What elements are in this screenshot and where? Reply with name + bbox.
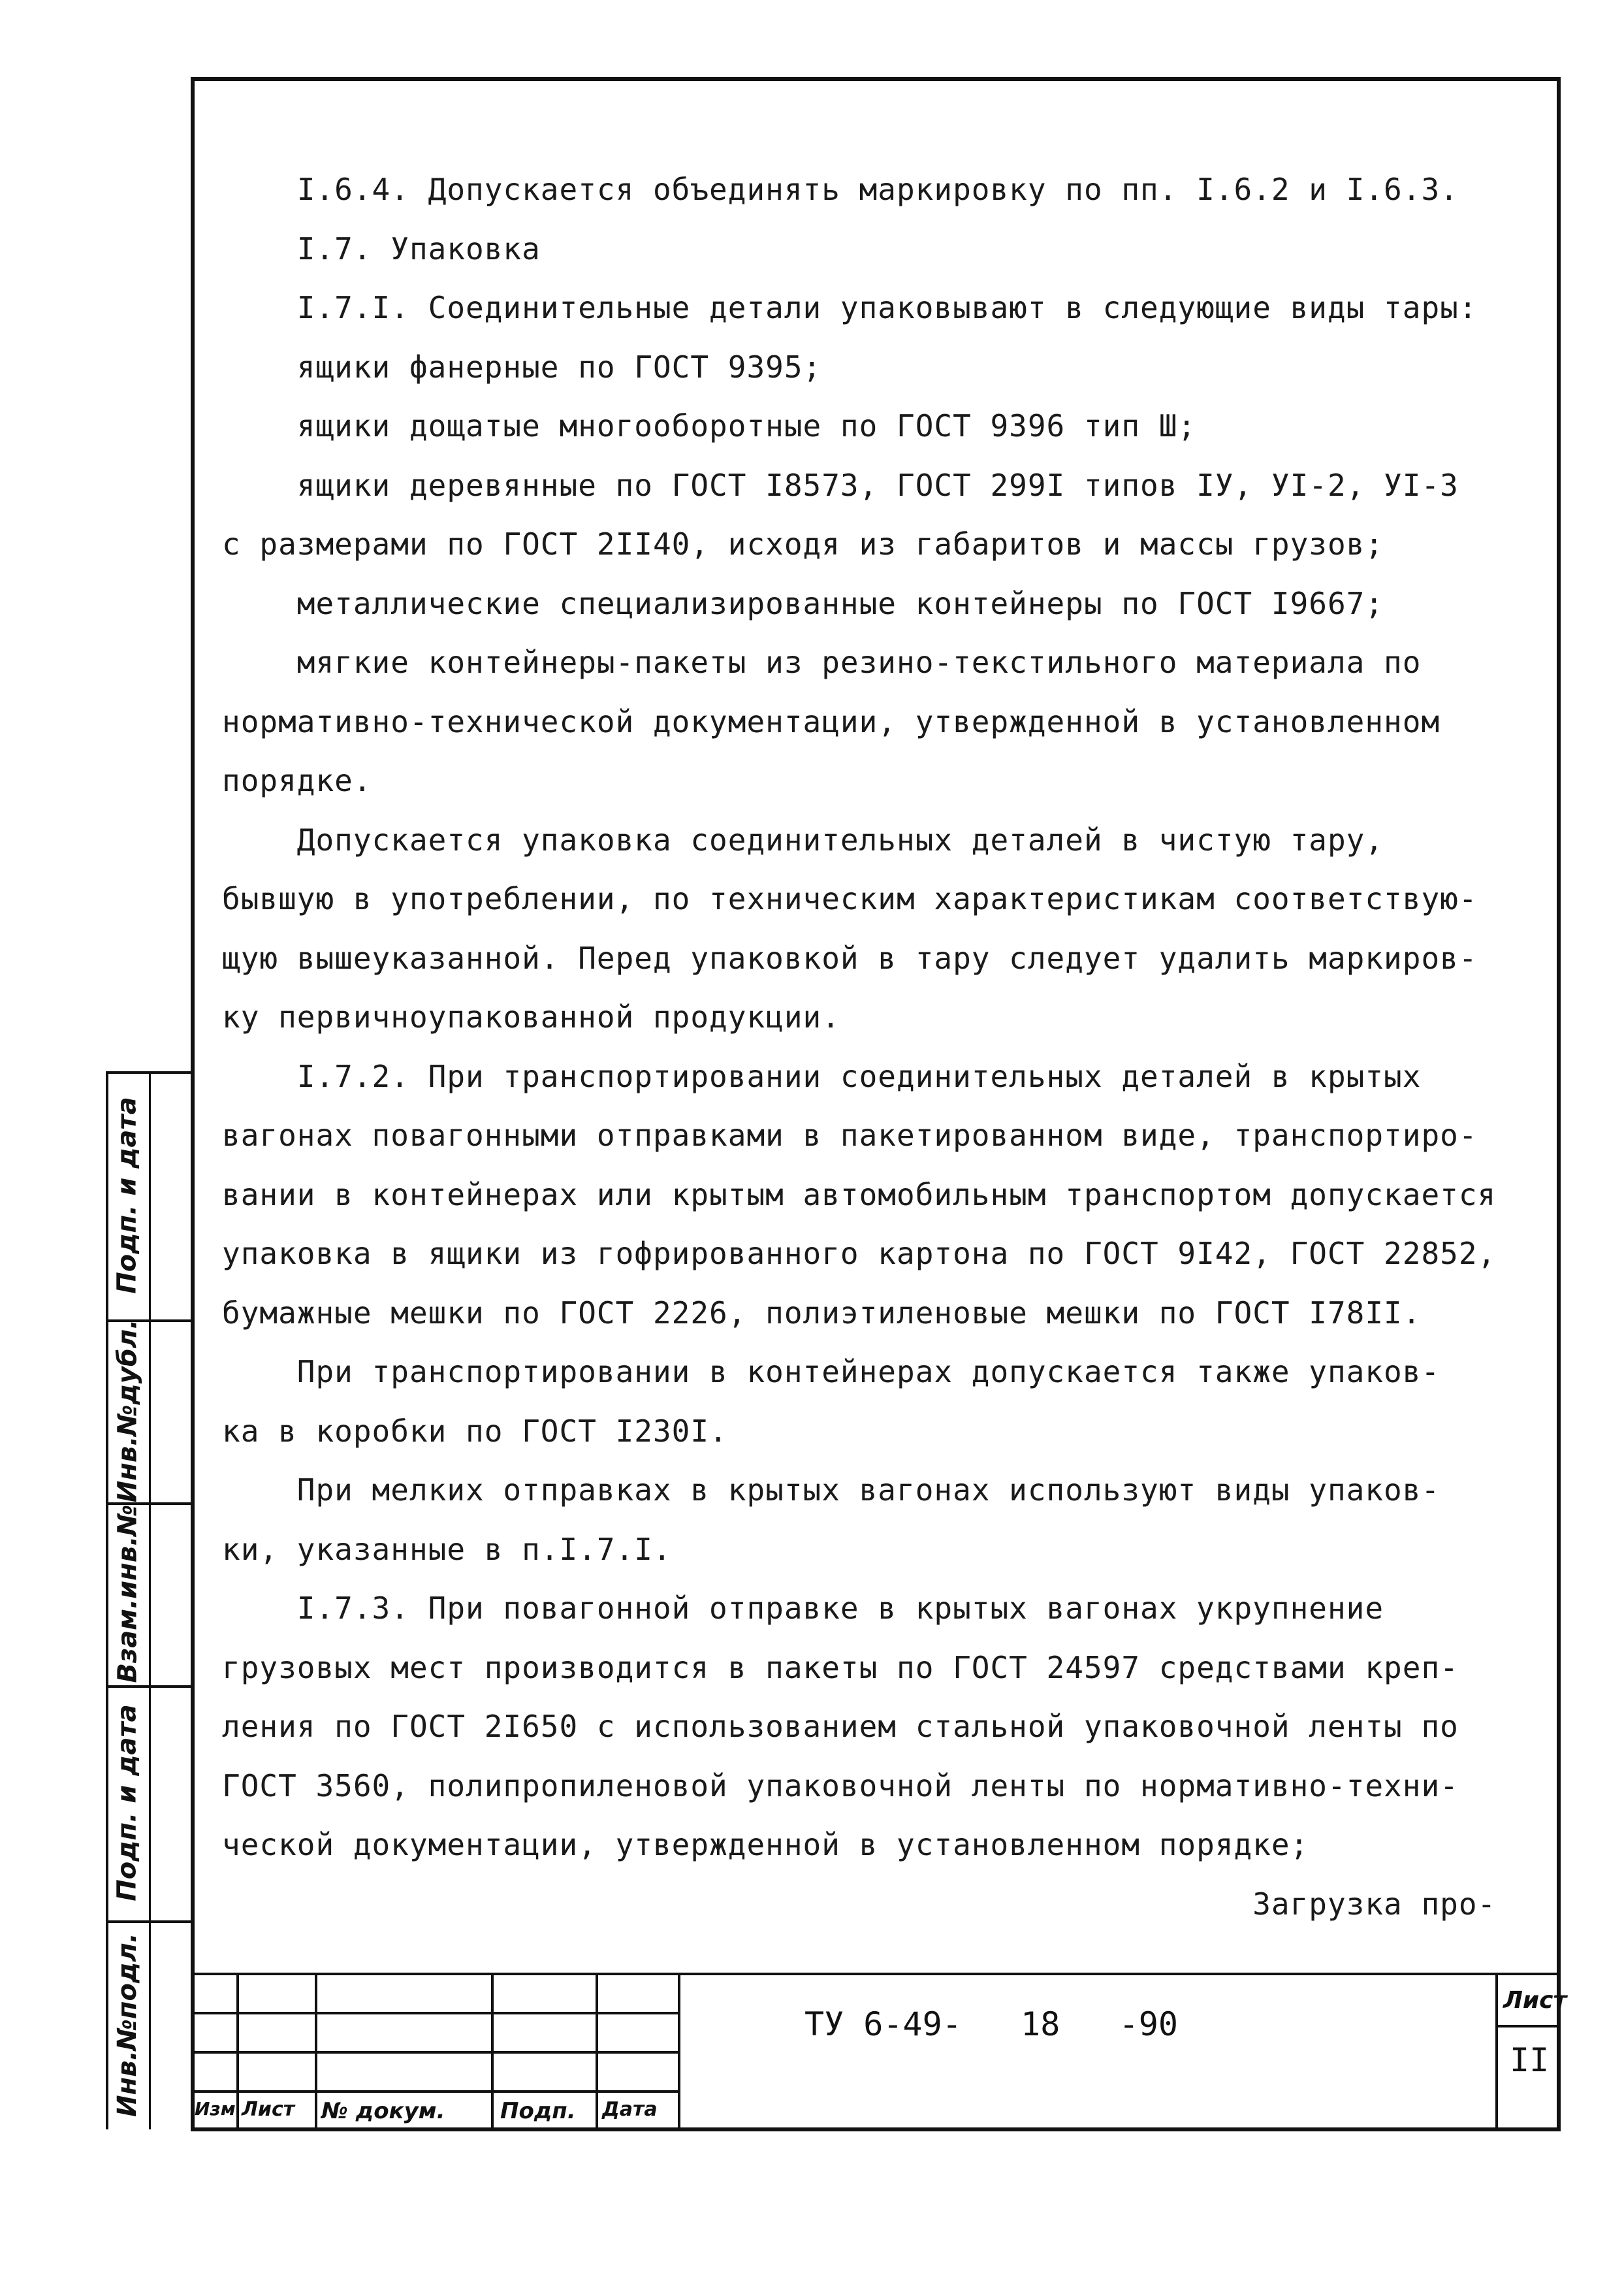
col-label-izm: Изм <box>195 2098 236 2120</box>
text-line: ГОСТ 3560, полипропиленовой упаковочной ленты по нормативно-техни- <box>222 1768 1459 1803</box>
text-line: I.7.3. При повагонной отправке в крытых вагонах укрупнение <box>222 1591 1384 1626</box>
text-line: I.7. Упаковка <box>222 231 541 267</box>
text-line: бумажные мешки по ГОСТ 2226, полиэтиленовые мешки по ГОСТ I78II. <box>222 1295 1422 1331</box>
text-line: ящики деревянные по ГОСТ I8573, ГОСТ 299I типов IУ, УI-2, УI-3 <box>222 467 1459 503</box>
sheet-label: Лист <box>1503 1987 1567 2014</box>
text-line: I.7.2. При транспортировании соединительных деталей в крытых <box>222 1058 1422 1094</box>
sheet-number: II <box>1510 2041 1550 2079</box>
side-stamp-strip <box>106 1071 195 2129</box>
title-block-col-line <box>491 1973 494 2131</box>
text-line: Допускается упаковка соединительных деталей в чистую тару, <box>222 822 1384 858</box>
strip-label-inv-dubl: Инв.№дубл. <box>112 1319 143 1503</box>
title-block-col-line <box>596 1973 598 2131</box>
text-line: упаковка в ящики из гофрированного картона по ГОСТ 9I42, ГОСТ 22852, <box>222 1236 1497 1271</box>
title-block <box>191 1973 1567 2131</box>
text-line: ку первичноупакованной продукции. <box>222 999 840 1035</box>
text-line: вагонах повагонными отправками в пакетированном виде, транспортиро- <box>222 1118 1478 1153</box>
strip-label-podp-data-2: Подп. и дата <box>112 1097 143 1294</box>
text-line: металлические специализированные контейнеры по ГОСТ I9667; <box>222 585 1384 621</box>
col-label-podp: Подп. <box>500 2098 576 2124</box>
strip-divider <box>149 1071 151 2129</box>
document-designation: ТУ 6-49- 18 -90 <box>804 2005 1178 2043</box>
text-line: ления по ГОСТ 2I650 с использованием стальной упаковочной ленты по <box>222 1709 1459 1744</box>
text-line: ки, указанные в п.I.7.I. <box>222 1531 672 1567</box>
text-line: ящики дощатые многооборотные по ГОСТ 9396 тип Ш; <box>222 408 1197 444</box>
text-line: ящики фанерные по ГОСТ 9395; <box>222 349 822 385</box>
text-line: грузовых мест производится в пакеты по ГОСТ 24597 средствами креп- <box>222 1649 1459 1685</box>
title-block-col-line <box>1495 1973 1498 2131</box>
text-line: При мелких отправках в крытых вагонах используют виды упаков- <box>222 1472 1441 1508</box>
text-line: ческой документации, утвержденной в установленном порядке; <box>222 1827 1309 1862</box>
strip-label-podp-data-1: Подп. и дата <box>112 1704 143 1901</box>
text-line: с размерами по ГОСТ 2II40, исходя из габаритов и массы грузов; <box>222 526 1384 562</box>
text-line: нормативно-технической документации, утвержденной в установленном <box>222 703 1441 739</box>
text-line: I.6.4. Допускается объединять маркировку по пп. I.6.2 и I.6.3. <box>222 172 1459 207</box>
title-block-col-line <box>315 1973 317 2131</box>
col-label-data: Дата <box>602 2098 658 2121</box>
title-block-top-line <box>191 1973 1561 1975</box>
title-block-row-line <box>191 2090 680 2093</box>
text-line: мягкие контейнеры-пакеты из резино-текстильного материала по <box>222 645 1422 680</box>
text-line: бывшую в употреблении, по техническим характеристикам соответствую- <box>222 881 1478 916</box>
strip-label-vzam-inv: Взам.инв.№ <box>112 1504 143 1683</box>
strip-label-inv-podl: Инв.№подл. <box>112 1933 143 2117</box>
text-line: щую вышеуказанной. Перед упаковкой в тару следует удалить маркиров- <box>222 940 1478 976</box>
title-block-sheet-line <box>1497 2025 1561 2027</box>
text-line: Загрузка про- <box>222 1886 1497 1922</box>
text-line: I.7.I. Соединительные детали упаковывают в следующие виды тары: <box>222 290 1478 325</box>
title-block-col-line <box>678 1973 680 2131</box>
col-label-doc: № докум. <box>321 2098 445 2124</box>
text-line: ка в коробки по ГОСТ I230I. <box>222 1413 728 1449</box>
text-line: вании в контейнерах или крытым автомобильным транспортом допускается <box>222 1176 1497 1212</box>
title-block-row-line <box>191 2051 680 2054</box>
title-block-row-line <box>191 2012 680 2014</box>
title-block-col-line <box>236 1973 239 2131</box>
col-label-list: Лист <box>242 2098 295 2121</box>
text-line: порядке. <box>222 763 372 798</box>
body-text <box>222 160 1554 1933</box>
text-line: При транспортировании в контейнерах допускается также упаков- <box>222 1354 1441 1389</box>
